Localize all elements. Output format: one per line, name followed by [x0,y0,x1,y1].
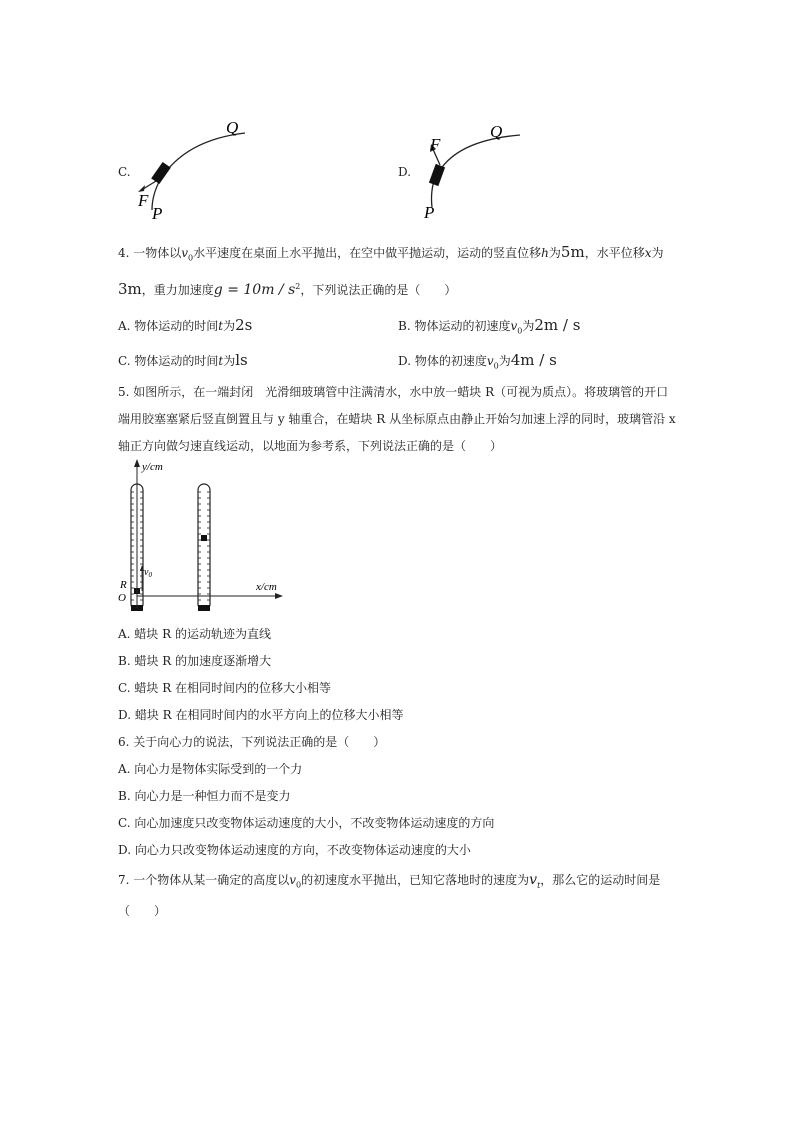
q5-option-c: C. 蜡块 R 在相同时间内的位移大小相等 [118,681,332,695]
q4-option-b: B. 物体运动的初速度$v_0$为2m / s [398,316,581,336]
q4-line2: 3m，重力加速度$g = 10m / s^2$，下列说法正确的是（ ） [118,280,457,298]
q5-option-a: A. 蜡块 R 的运动轨迹为直线 [118,627,271,641]
q4-option-c: C. 物体运动的时间t为ls [118,351,248,369]
q6-option-b: B. 向心力是一种恒力而不是变力 [118,789,291,803]
label-o: O [118,592,126,604]
block [429,164,445,186]
label-r: R [120,579,127,591]
q7-line1: 7. 一个物体从某一确定的高度以$v_0$的初速度水平抛出，已知它落地时的速度为$v_t$，那么它的运动时间是 [118,872,661,890]
q5-line1: 5. 如图所示，在一端封闭 光滑细玻璃管中注满清水，水中放一蜡块 R（可视为质点）。将玻璃管的开口 [118,385,669,399]
q5-figure [115,456,290,616]
q5-line3: 轴正方向做匀速直线运动，以地面为参考系，下列说法正确的是（ ） [118,439,503,453]
q5-option-b: B. 蜡块 R 的加速度逐渐增大 [118,654,272,668]
curve-path [440,135,520,170]
label-f: F [138,191,149,210]
option-c-label: C. [118,165,131,179]
q5-line2: 端用胶塞塞紧后竖直倒置且与 y 轴重合，在蜡块 R 从坐标原点由静止开始匀加速上浮的同时，玻璃管沿 x [118,412,676,426]
q6-option-c: C. 向心加速度只改变物体运动速度的大小，不改变物体运动速度的方向 [118,816,495,830]
label-v0: $v_0$ [144,567,152,579]
stopper-2 [198,605,210,611]
q6-option-d: D. 向心力只改变物体运动速度的方向，不改变物体运动速度的大小 [118,843,471,857]
figure-c [130,115,260,225]
label-q: Q [226,118,239,137]
v0-symbol: $v_0$ [181,246,194,263]
q4-option-d: D. 物体的初速度$v_0$为4m / s [398,351,557,371]
q4-line1: 4. 一物体以$v_0$水平速度在桌面上水平抛出，在空中做平抛运动，运动的竖直位移h为5m，水平位移x为 [118,243,664,263]
x-axis-label: x/cm [256,581,277,593]
q6-stem: 6. 关于向心力的说法，下列说法正确的是（ ） [118,735,386,749]
curve-path [160,133,245,180]
q4-option-a: A. 物体运动的时间t为2s [118,316,253,334]
q6-option-a: A. 向心力是物体实际受到的一个力 [118,762,303,776]
x-axis-arrow [275,593,283,599]
block [151,162,171,184]
option-d-label: D. [398,165,412,179]
q7-line2: （ ） [118,904,167,918]
wax-block-2 [201,535,207,541]
label-p: P [152,204,163,223]
y-axis-label: y/cm [142,461,163,473]
label-f: F [430,135,441,154]
label-p: P [424,203,435,222]
figure-d [410,115,540,225]
label-q: Q [490,122,503,141]
y-axis-arrow [134,459,140,467]
glass-tube-2 [198,484,210,610]
q5-option-d: D. 蜡块 R 在相同时间内的水平方向上的位移大小相等 [118,708,404,722]
